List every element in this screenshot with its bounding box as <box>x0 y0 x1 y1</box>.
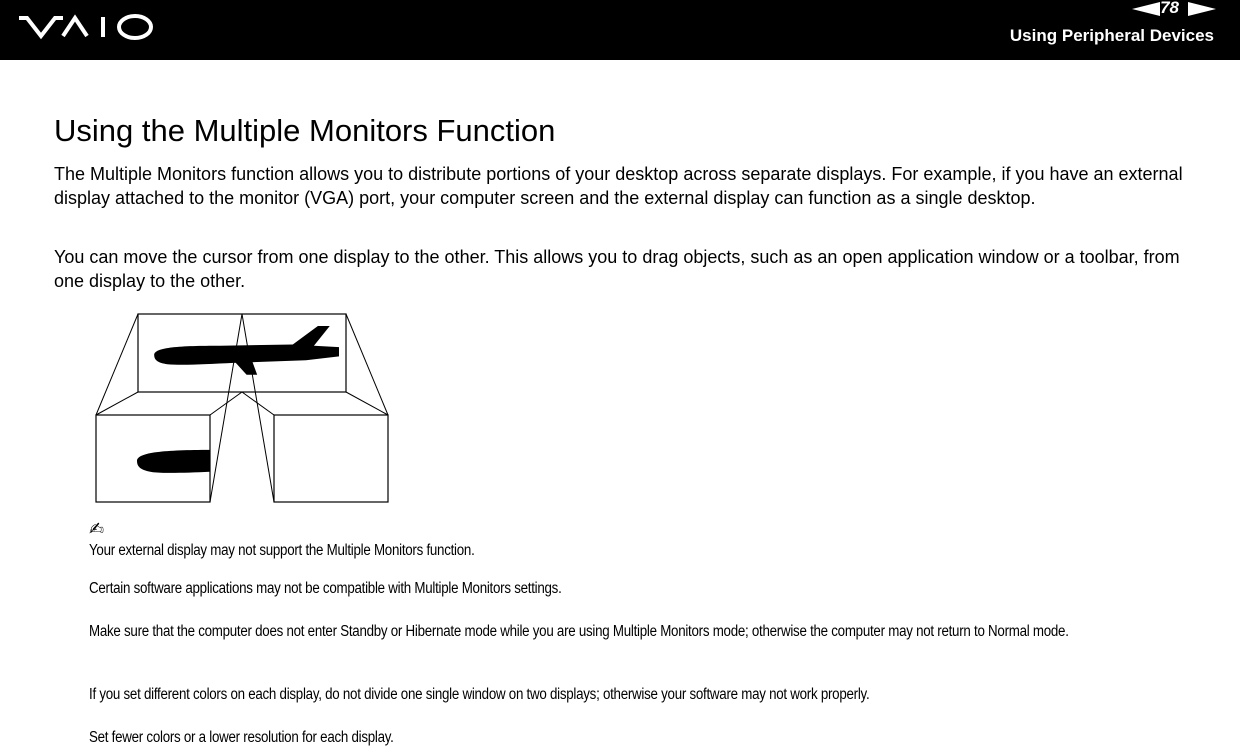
note-item: Your external display may not support the Multiple Monitors function. <box>89 542 475 559</box>
previous-page-icon[interactable] <box>1132 2 1160 16</box>
note-item: Set fewer colors or a lower resolution for each display. <box>89 729 394 746</box>
multiple-monitors-illustration <box>92 310 392 511</box>
intro-paragraph: The Multiple Monitors function allows you to distribute portions of your desktop across separate displays. For example, if you have an external display attached to the monitor (VGA) port, your computer screen and the external display can function as a single desktop. <box>54 164 1183 208</box>
note-item: If you set different colors on each display, do not divide one single window on two displays; otherwise your software may not work properly. <box>89 686 870 703</box>
next-page-icon[interactable] <box>1188 2 1216 16</box>
section-title: Using Peripheral Devices <box>1009 26 1214 45</box>
page-header <box>0 0 1240 60</box>
cursor-paragraph: You can move the cursor from one display to the other. This allows you to drag objects, such as an open application window or a toolbar, from one display to the other. <box>54 247 1180 291</box>
note-item: Make sure that the computer does not enter Standby or Hibernate mode while you are using Multiple Monitors mode; otherwise the computer may not return to Normal mode. <box>89 623 1069 640</box>
page-number: 78 <box>1160 0 1179 17</box>
vaio-logo <box>17 8 157 49</box>
note-pencil-icon: ✍ <box>89 519 105 539</box>
page-title: Using the Multiple Monitors Function <box>54 113 556 148</box>
note-item: Certain software applications may not be compatible with Multiple Monitors settings. <box>89 580 562 597</box>
